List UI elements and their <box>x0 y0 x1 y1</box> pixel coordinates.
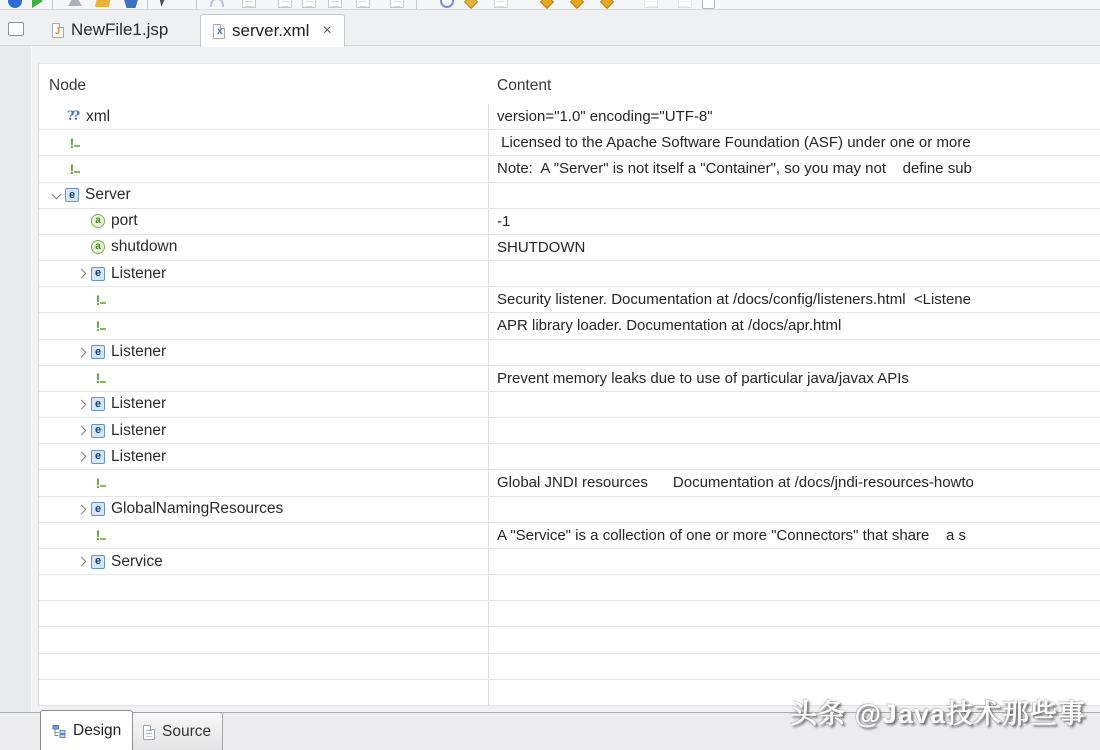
content-text: A "Service" is a collection of one or more "Connectors" that share a s <box>497 526 967 544</box>
table-row[interactable] <box>39 235 1100 261</box>
toolbar-icon[interactable] <box>440 0 454 8</box>
table-row[interactable] <box>39 130 1100 156</box>
toolbar-icon[interactable] <box>210 0 224 7</box>
node-icon <box>65 135 80 150</box>
node-label: Listener <box>111 264 167 282</box>
restore-view-button[interactable] <box>8 22 24 36</box>
content-cell[interactable] <box>489 183 1100 208</box>
toolbar-icon[interactable] <box>600 0 614 9</box>
table-row[interactable] <box>39 523 1100 549</box>
table-row[interactable] <box>39 183 1100 209</box>
expand-chevron-icon[interactable] <box>73 240 91 254</box>
content-text: Note: A "Server" is not itself a "Container", so you may not define sub <box>497 160 972 178</box>
content-cell[interactable] <box>489 366 1100 391</box>
view-tab-label: Source <box>162 723 212 740</box>
tab-label: server.xml <box>232 21 310 40</box>
content-cell[interactable] <box>489 523 1100 548</box>
table-row[interactable] <box>39 601 1100 627</box>
close-tab-icon[interactable]: × <box>322 22 332 39</box>
node-cell[interactable] <box>39 418 489 443</box>
toolbar-icon[interactable] <box>464 0 478 9</box>
toolbar-icon[interactable] <box>52 0 53 10</box>
expand-chevron-icon[interactable] <box>73 371 91 385</box>
node-icon <box>65 109 80 124</box>
toolbar-icon[interactable] <box>8 0 22 8</box>
expand-chevron-icon[interactable] <box>47 136 65 150</box>
toolbar-icon[interactable] <box>147 0 148 10</box>
content-text: Licensed to the Apache Software Foundation (ASF) under one or more <box>497 134 971 152</box>
node-cell[interactable] <box>39 549 489 574</box>
node-label: Server <box>85 186 131 204</box>
expand-chevron-icon[interactable] <box>47 188 65 202</box>
xml-design-editor <box>0 46 1100 750</box>
table-row[interactable] <box>39 156 1100 182</box>
node-cell[interactable] <box>39 470 489 495</box>
left-margin-strip <box>0 46 32 750</box>
toolbar-icon[interactable] <box>570 0 584 9</box>
node-cell[interactable] <box>39 287 489 312</box>
column-header-node: Node <box>49 77 87 94</box>
expand-chevron-icon[interactable] <box>47 685 65 699</box>
expand-chevron-icon[interactable] <box>73 397 91 411</box>
content-cell[interactable] <box>489 340 1100 365</box>
node-label: port <box>111 212 138 230</box>
node-cell[interactable] <box>39 104 489 129</box>
node-label: Listener <box>111 395 167 413</box>
content-cell[interactable] <box>489 418 1100 443</box>
node-label: Listener <box>111 447 167 465</box>
node-icon <box>91 450 105 464</box>
node-icon <box>65 188 79 202</box>
table-header <box>39 64 1100 104</box>
toolbar-icon[interactable] <box>328 0 342 8</box>
content-cell[interactable] <box>489 549 1100 574</box>
node-cell[interactable] <box>39 575 489 600</box>
table-row[interactable] <box>39 418 1100 444</box>
content-cell[interactable] <box>489 627 1100 652</box>
node-icon <box>91 240 105 254</box>
expand-chevron-icon[interactable] <box>47 110 65 124</box>
toolbar-icon[interactable] <box>302 0 316 8</box>
toolbar-icon[interactable] <box>540 0 554 9</box>
content-text: Security listener. Documentation at /docs/config/listeners.html <Listene <box>497 291 971 309</box>
view-tab-label: Design <box>73 722 122 739</box>
node-label: Service <box>111 552 163 570</box>
main-toolbar <box>0 0 1100 10</box>
expand-chevron-icon[interactable] <box>73 319 91 333</box>
table-row[interactable] <box>39 444 1100 470</box>
jsp-file-icon <box>52 23 64 38</box>
node-icon <box>91 292 106 307</box>
node-cell[interactable] <box>39 497 489 522</box>
toolbar-icon[interactable] <box>242 0 256 8</box>
tab-newfile1-jsp[interactable] <box>40 14 180 46</box>
node-cell[interactable] <box>39 313 489 338</box>
node-cell[interactable] <box>39 523 489 548</box>
node-cell[interactable] <box>39 183 489 208</box>
expand-chevron-icon[interactable] <box>47 607 65 621</box>
node-cell[interactable] <box>39 235 489 260</box>
node-cell[interactable] <box>39 680 489 705</box>
content-cell[interactable] <box>489 235 1100 260</box>
content-cell[interactable] <box>489 287 1100 312</box>
toolbar-icon[interactable] <box>702 0 715 9</box>
node-cell[interactable] <box>39 392 489 417</box>
tab-server-xml[interactable] <box>200 14 345 47</box>
content-text: version="1.0" encoding="UTF-8" <box>497 108 713 126</box>
content-cell[interactable] <box>489 497 1100 522</box>
table-row[interactable] <box>39 340 1100 366</box>
node-label: Listener <box>111 421 167 439</box>
content-text: Prevent memory leaks due to use of particular java/javax APIs <box>497 369 909 387</box>
toolbar-icon[interactable] <box>278 0 292 8</box>
table-row[interactable] <box>39 261 1100 287</box>
expand-chevron-icon[interactable] <box>73 214 91 228</box>
content-cell[interactable] <box>489 156 1100 181</box>
table-row[interactable] <box>39 366 1100 392</box>
xml-file-icon <box>213 24 225 39</box>
content-text: Global JNDI resources Documentation at /docs/jndi-resources-howto <box>497 474 974 492</box>
node-icon <box>91 502 105 516</box>
content-cell[interactable] <box>489 104 1100 129</box>
table-body <box>39 104 1100 706</box>
toolbar-icon[interactable] <box>68 0 82 6</box>
content-cell[interactable] <box>489 261 1100 286</box>
toolbar-icon[interactable] <box>95 0 111 7</box>
tab-label: NewFile1.jsp <box>71 20 169 39</box>
tab-design[interactable] <box>40 710 133 750</box>
toolbar-icon[interactable] <box>32 0 43 8</box>
node-icon <box>91 555 105 569</box>
expand-chevron-icon[interactable] <box>73 267 91 281</box>
node-icon <box>91 397 105 411</box>
content-cell[interactable] <box>489 575 1100 600</box>
node-label: Listener <box>111 343 167 361</box>
expand-chevron-icon[interactable] <box>73 528 91 542</box>
node-icon <box>91 475 106 490</box>
tab-source[interactable] <box>131 712 223 750</box>
node-cell[interactable] <box>39 444 489 469</box>
toolbar-icon[interactable] <box>494 0 508 8</box>
content-cell[interactable] <box>489 209 1100 234</box>
node-cell[interactable] <box>39 261 489 286</box>
expand-chevron-icon[interactable] <box>47 581 65 595</box>
expand-chevron-icon[interactable] <box>47 659 65 673</box>
content-text: -1 <box>497 212 511 230</box>
table-row[interactable] <box>39 497 1100 523</box>
toolbar-icon[interactable] <box>159 0 170 7</box>
expand-chevron-icon[interactable] <box>47 162 65 176</box>
node-cell[interactable] <box>39 209 489 234</box>
content-cell[interactable] <box>489 392 1100 417</box>
node-label: GlobalNamingResources <box>111 500 284 518</box>
expand-chevron-icon[interactable] <box>73 293 91 307</box>
node-cell[interactable] <box>39 601 489 626</box>
node-icon <box>91 371 106 386</box>
table-row[interactable] <box>39 287 1100 313</box>
table-row[interactable] <box>39 575 1100 601</box>
source-file-icon <box>143 725 155 740</box>
table-row[interactable] <box>39 549 1100 575</box>
node-icon <box>65 161 80 176</box>
expand-chevron-icon[interactable] <box>73 345 91 359</box>
node-label: xml <box>86 107 111 125</box>
content-cell[interactable] <box>489 601 1100 626</box>
content-text: APR library loader. Documentation at /docs/apr.html <box>497 317 842 335</box>
toolbar-icon[interactable] <box>124 0 138 8</box>
content-cell[interactable] <box>489 130 1100 155</box>
table-row[interactable] <box>39 313 1100 339</box>
toolbar-icon[interactable] <box>196 0 197 10</box>
column-header-content: Content <box>497 77 552 94</box>
content-cell[interactable] <box>489 313 1100 338</box>
expand-chevron-icon[interactable] <box>73 476 91 490</box>
table-row[interactable] <box>39 470 1100 496</box>
content-cell[interactable] <box>489 470 1100 495</box>
table-row[interactable] <box>39 627 1100 653</box>
xml-node-table <box>38 63 1100 706</box>
expand-chevron-icon[interactable] <box>47 633 65 647</box>
node-cell[interactable] <box>39 340 489 365</box>
toolbar-icon[interactable] <box>644 0 658 8</box>
content-text: SHUTDOWN <box>497 238 586 256</box>
node-cell[interactable] <box>39 627 489 652</box>
expand-chevron-icon[interactable] <box>73 450 91 464</box>
expand-chevron-icon[interactable] <box>73 424 91 438</box>
node-cell[interactable] <box>39 366 489 391</box>
toolbar-icon[interactable] <box>678 0 692 8</box>
toolbar-icon[interactable] <box>390 0 404 8</box>
node-icon <box>91 214 105 228</box>
node-label: shutdown <box>111 238 178 256</box>
node-icon <box>91 528 106 543</box>
toolbar-icon[interactable] <box>416 0 417 10</box>
content-cell[interactable] <box>489 444 1100 469</box>
editor-tabbar <box>0 10 1100 46</box>
watermark-text: 头条 @Java技术那些事 <box>790 699 1086 729</box>
node-icon <box>91 267 105 281</box>
expand-chevron-icon[interactable] <box>73 555 91 569</box>
design-tree-icon <box>52 724 66 738</box>
table-row[interactable] <box>39 392 1100 418</box>
table-row[interactable] <box>39 209 1100 235</box>
node-cell[interactable] <box>39 130 489 155</box>
content-cell[interactable] <box>489 654 1100 679</box>
expand-chevron-icon[interactable] <box>73 502 91 516</box>
node-icon <box>91 424 105 438</box>
node-cell[interactable] <box>39 654 489 679</box>
node-icon <box>91 345 105 359</box>
toolbar-icon[interactable] <box>356 0 370 8</box>
table-row[interactable] <box>39 654 1100 680</box>
node-cell[interactable] <box>39 156 489 181</box>
table-row[interactable] <box>39 104 1100 130</box>
node-icon <box>91 318 106 333</box>
